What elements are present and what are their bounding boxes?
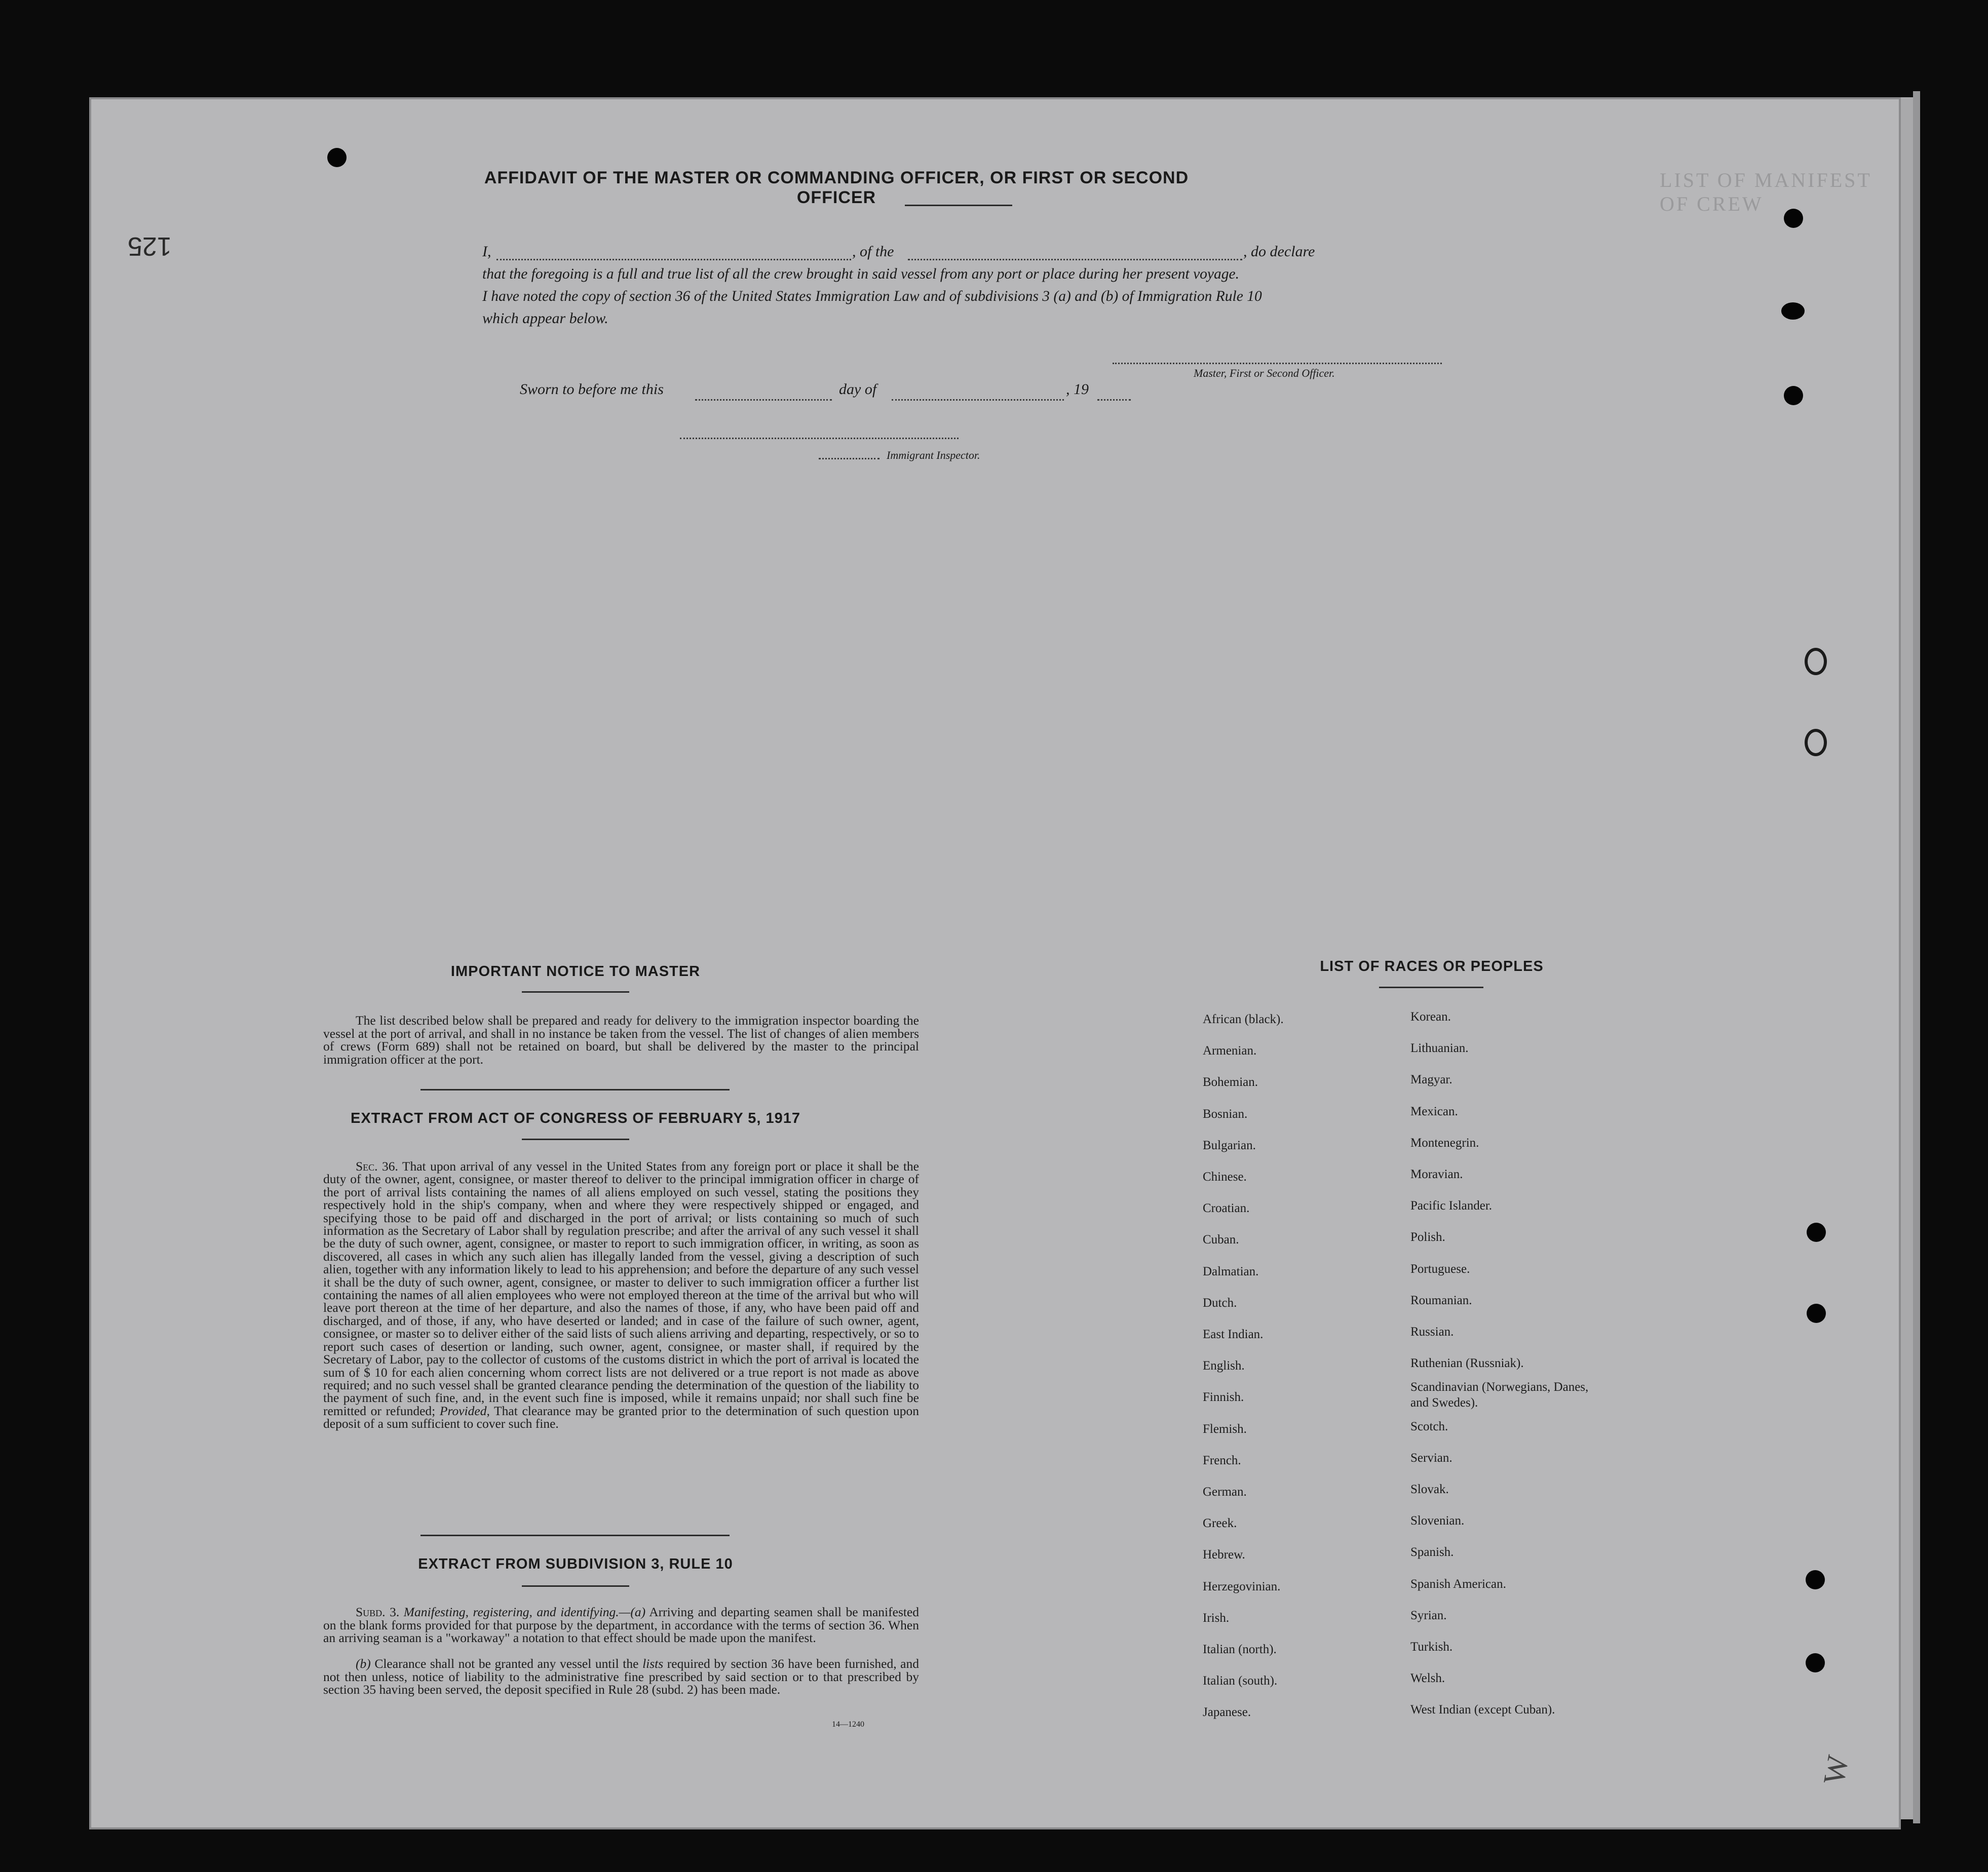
affidavit-body: [482, 241, 1323, 330]
binder-ring: [1805, 648, 1827, 675]
punch-hole: [327, 148, 347, 167]
divider: [420, 1089, 730, 1090]
month-blank: [892, 399, 1064, 401]
races-heading: LIST OF RACES OR PEOPLES: [1320, 958, 1544, 974]
race-item: African (black).: [1203, 1012, 1284, 1026]
races-column-1: [1203, 1004, 1284, 1729]
rule-para-a-text: Arriving and departing seamen shall be manifested on the blank forms provided for that purpose by the department, in accordance with the terms of section 36. When an arriving seaman is a "workaway" a notation to that effect should be made upon the manifest.: [323, 1605, 920, 1645]
race-item: Welsh.: [1410, 1671, 1445, 1686]
race-item: Greek.: [1203, 1516, 1237, 1531]
race-item: Russian.: [1410, 1325, 1454, 1339]
divider: [420, 1535, 730, 1536]
master-signature-line: [1113, 363, 1442, 364]
race-item: Armenian.: [1203, 1044, 1257, 1058]
text-sworn: Sworn to before me this: [520, 381, 664, 398]
race-item: East Indian.: [1203, 1328, 1264, 1342]
race-item: Chinese.: [1203, 1170, 1247, 1184]
race-item: Italian (south).: [1203, 1674, 1278, 1688]
race-item: Dutch.: [1203, 1296, 1237, 1310]
race-item: Syrian.: [1410, 1608, 1447, 1622]
race-item: Spanish.: [1410, 1545, 1454, 1559]
vessel-blank: [908, 259, 1242, 260]
text-year: , 19: [1066, 381, 1089, 398]
race-item: Italian (north).: [1203, 1643, 1277, 1657]
race-item: Croatian.: [1203, 1201, 1250, 1216]
text-of-the: , of the: [852, 243, 894, 260]
race-item: Dalmatian.: [1203, 1264, 1259, 1278]
act-text-end: That clearance may be granted prior to the determination of such question upon deposit of a sum sufficient to cover such fine.: [323, 1403, 920, 1431]
notice-heading: IMPORTANT NOTICE TO MASTER: [450, 963, 701, 980]
affidavit-line-3: I have noted the copy of section 36 of the United States Immigration Law and of subdivisions 3 (a) and (b) of Immigration Rule 10: [482, 288, 1262, 304]
race-item: West Indian (except Cuban).: [1410, 1703, 1555, 1717]
race-item: Hebrew.: [1203, 1548, 1245, 1562]
master-signature-label: Master, First or Second Officer.: [1194, 367, 1335, 379]
rule-subdivision-label: Subd. 3.: [356, 1605, 400, 1619]
race-item: Finnish.: [1203, 1390, 1244, 1405]
divider: [905, 205, 1012, 206]
day-blank: [695, 399, 832, 401]
affidavit-line-2: that the foregoing is a full and true list of all the crew brought in said vessel from any port or place during her present voyage.: [482, 266, 1239, 282]
rule-para-b-text-end: required by section 36 have been furnished, and not then unless, notice of liability to the administrative fine prescribed by said section or to that prescribed by section 35 having been served, the deposit specified in Rule 28 (subd. 2) has been made.: [323, 1656, 919, 1697]
name-blank: [496, 259, 851, 260]
rule-para-b-label: (b): [356, 1656, 371, 1671]
race-item: Flemish.: [1203, 1422, 1247, 1436]
race-item: Moravian.: [1410, 1167, 1463, 1182]
act-heading: EXTRACT FROM ACT OF CONGRESS OF FEBRUARY 5, 1917: [350, 1110, 801, 1126]
page-number: 125: [128, 231, 172, 261]
race-item: Scandinavian (Norwegians, Danes, and Swedes).: [1410, 1380, 1589, 1410]
race-item: Portuguese.: [1410, 1262, 1470, 1276]
divider: [522, 1585, 629, 1587]
divider: [522, 991, 629, 993]
binder-ring: [1805, 729, 1827, 756]
inspector-signature-label: Immigrant Inspector.: [887, 449, 980, 461]
race-item: Mexican.: [1410, 1104, 1458, 1118]
act-provided: Provided,: [439, 1403, 490, 1418]
race-item: Herzegovinian.: [1203, 1579, 1281, 1593]
race-item: French.: [1203, 1453, 1241, 1467]
act-body: [323, 1160, 919, 1430]
punch-hole: [1781, 302, 1805, 320]
year-blank: [1097, 399, 1131, 401]
race-item: Slovenian.: [1410, 1514, 1465, 1528]
race-item: Ruthenian (Russniak).: [1410, 1356, 1524, 1371]
page-edge: [1901, 97, 1913, 1819]
race-item: German.: [1203, 1485, 1247, 1499]
divider: [522, 1139, 629, 1140]
text-i: I,: [482, 243, 491, 260]
act-section-label: Sec. 36.: [356, 1159, 398, 1174]
race-item: Montenegrin.: [1410, 1136, 1479, 1150]
notice-body: The list described below shall be prepared and ready for delivery to the immigration inspector boarding the vessel at the port of arrival, and shall in no instance be taken from the vessel. The list of changes of alien members of crews (Form 689) shall not be retained on board, but shall be delivered by the master to the principal immigration officer at the port.: [323, 1013, 919, 1067]
form-number: 14—1240: [832, 1720, 864, 1729]
affidavit-line-1: [482, 241, 1323, 263]
text-do-declare: , do declare: [1243, 243, 1315, 260]
race-item: Lithuanian.: [1410, 1041, 1469, 1056]
race-item: Scotch.: [1410, 1419, 1448, 1433]
race-item: Spanish American.: [1410, 1577, 1506, 1591]
race-item: English.: [1203, 1359, 1245, 1373]
punch-hole: [1784, 386, 1803, 405]
race-item: Pacific Islander.: [1410, 1199, 1493, 1213]
race-item: Cuban.: [1203, 1233, 1239, 1247]
punch-hole: [1807, 1304, 1826, 1323]
race-item: Magyar.: [1410, 1073, 1452, 1087]
race-item: Slovak.: [1410, 1483, 1449, 1497]
corner-mark: W: [1817, 1752, 1855, 1787]
page-edge: [1913, 91, 1920, 1823]
punch-hole: [1806, 1570, 1825, 1589]
affidavit-title: AFFIDAVIT OF THE MASTER OR COMMANDING OFFICER, OR FIRST OR SECOND OFFICER: [484, 168, 1189, 207]
sworn-line: [520, 381, 1089, 398]
punch-hole: [1806, 1653, 1825, 1672]
race-item: Turkish.: [1410, 1640, 1453, 1654]
document-page: [89, 97, 1901, 1829]
rule-para-b-text: Clearance shall not be granted any vessel until the: [374, 1656, 639, 1671]
race-item: Bohemian.: [1203, 1075, 1258, 1089]
text-day-of: day of: [839, 381, 877, 398]
rule-para-b-lists: lists: [642, 1656, 664, 1671]
race-item: Japanese.: [1203, 1705, 1251, 1720]
races-column-2: [1410, 1001, 1593, 1726]
inspector-signature-line: [819, 458, 880, 459]
rule-heading: EXTRACT FROM SUBDIVISION 3, RULE 10: [418, 1556, 733, 1572]
punch-hole: [1807, 1223, 1826, 1242]
race-item: Korean.: [1410, 1010, 1451, 1024]
race-item: Servian.: [1410, 1451, 1452, 1465]
punch-hole: [1784, 209, 1803, 228]
race-item: Irish.: [1203, 1611, 1230, 1625]
race-item: Polish.: [1410, 1230, 1445, 1244]
act-text: That upon arrival of any vessel in the United States from any foreign port or place it shall be the duty of the owner, agent, consignee, or master thereof to deliver to the principal immigration officer in charge of the port of arrival lists containing the names of all aliens employed on such vessel, stating the positions they respectively hold in the ship's company, when and where they were respectively shipped or engaged, and specifying those to be paid off and discharged in the port of arrival; or lists containing so much of such information as the Secretary of Labor shall by regulation prescribe; and after the arrival of any such vessel it shall be the duty of such owner, agent, consignee, or master to report to such immigration officer, in writing, as soon as discovered, all cases in which any such alien has illegally landed from the vessel, giving a description of such alien, together with any information likely to lead to his apprehension; and before the departure of any such vessel it shall be the duty of such owner, agent, consignee, or master to deliver to such immigration officer a further list containing the names of all alien employees who were not employed thereon at the time of the arrival but who will leave port thereon at the time of her departure, and also the names of those, if any, who have been paid off and discharged, and of those, if any, who have deserted or landed; and in case of the failure of such owner, agent, consignee, or master so to deliver either of the said lists of such aliens arriving and departing, respectively, or so to report such cases of desertion or landing, such owner, agent, consignee, or master shall, if required by the Secretary of Labor, pay to the collector of customs of the customs district in which the port of arrival is located the sum of $ 10 for each alien concerning whom correct lists are not delivered or a true report is not made as above required; and no such vessel shall be granted clearance pending the determination of the question of the liability to the payment of such fine, and, in the event such fine is imposed, while it remains unpaid; nor shall such fine be remitted or refunded;: [323, 1159, 920, 1418]
affidavit-line-4: which appear below.: [482, 310, 608, 327]
rule-para-a: [323, 1606, 919, 1645]
race-item: Bulgarian.: [1203, 1138, 1256, 1152]
race-item: Roumanian.: [1410, 1293, 1472, 1307]
divider: [1379, 987, 1483, 988]
inspector-signature-rule: [680, 438, 959, 439]
race-item: Bosnian.: [1203, 1107, 1248, 1121]
rule-para-b: [323, 1657, 919, 1696]
bleed-through-text: LIST OF MANIFEST OF CREW: [1660, 169, 1872, 215]
rule-subdivision-title: Manifesting, registering, and identifying.—(a): [403, 1605, 646, 1619]
